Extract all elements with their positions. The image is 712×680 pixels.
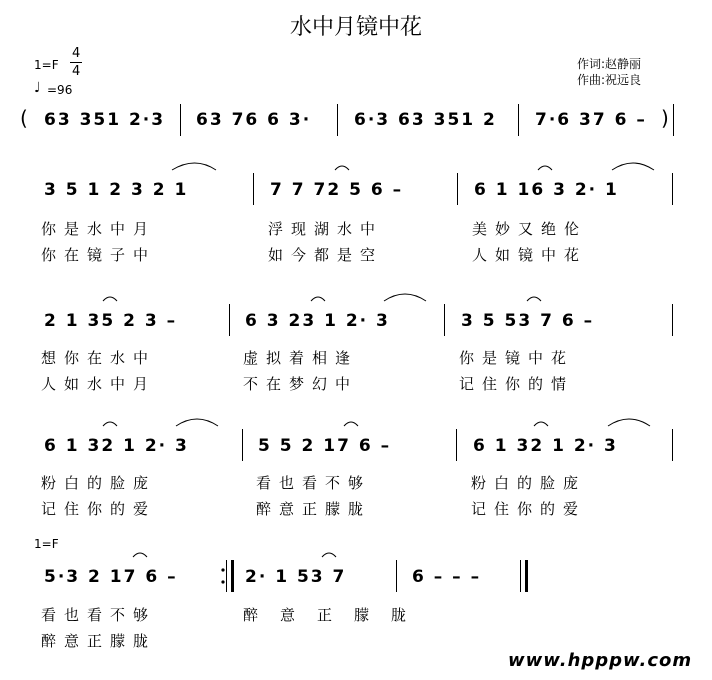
slur bbox=[534, 422, 548, 426]
measure-notes: 2· 1 53 7 bbox=[245, 567, 347, 587]
measure-notes: 3 5 1 2 3 2 1 bbox=[44, 180, 189, 200]
slur bbox=[172, 163, 216, 170]
repeat-dot bbox=[221, 580, 224, 583]
measure-notes: 5·3 2 17 6 – bbox=[44, 567, 178, 587]
lyric-line: 看也看不够 bbox=[41, 606, 157, 624]
measure-notes: 7·6 37 6 – bbox=[535, 110, 647, 130]
measure-notes: 7 7 72 5 6 – bbox=[270, 180, 404, 200]
lyric-line: 如今都是空 bbox=[268, 246, 384, 264]
slur bbox=[608, 419, 650, 426]
slur bbox=[344, 422, 358, 426]
lyric-line: 记住你的爱 bbox=[41, 500, 157, 518]
lyric-line: 你在镜子中 bbox=[41, 246, 157, 264]
watermark: www.hpppw.com bbox=[508, 650, 693, 671]
slur bbox=[133, 553, 147, 557]
measure-notes: 6 1 32 1 2· 3 bbox=[44, 436, 189, 456]
key-signature: 1=F bbox=[34, 58, 59, 72]
lyric-line: 不在梦幻中 bbox=[243, 375, 359, 393]
measure-notes: 3 5 53 7 6 – bbox=[461, 311, 595, 331]
song-title: 水中月镜中花 bbox=[289, 15, 422, 40]
measure-notes: 63 76 6 3· bbox=[196, 110, 312, 130]
lyric-line: 粉白的脸庞 bbox=[471, 474, 587, 492]
measure-notes: 5 5 2 17 6 – bbox=[258, 436, 392, 456]
measure-notes: 6·3 63 351 2 bbox=[354, 110, 497, 130]
slur bbox=[612, 163, 654, 170]
measure-notes: 6 1 16 3 2· 1 bbox=[474, 180, 619, 200]
slur bbox=[311, 297, 325, 301]
lyric-line: 醉意正朦胧 bbox=[243, 606, 429, 624]
time-signature-bottom: 4 bbox=[72, 64, 81, 79]
tempo-marking: =96 bbox=[47, 83, 73, 97]
lyric-line: 记住你的爱 bbox=[471, 500, 587, 518]
slur bbox=[322, 553, 336, 557]
lyric-line: 醉意正朦胧 bbox=[41, 632, 157, 650]
composer-credit: 作曲:祝远良 bbox=[577, 73, 642, 87]
open-paren: ( bbox=[20, 106, 28, 130]
measure-notes: 6 3 23 1 2· 3 bbox=[245, 311, 390, 331]
lyric-line: 浮现湖水中 bbox=[268, 220, 384, 238]
repeat-dot bbox=[221, 568, 224, 571]
slur bbox=[527, 297, 541, 301]
quarter-note-icon: ♩ bbox=[34, 80, 41, 96]
lyric-line: 人如水中月 bbox=[41, 375, 157, 393]
slur bbox=[103, 297, 117, 301]
lyricist-credit: 作词:赵静丽 bbox=[577, 57, 642, 71]
key-change: 1=F bbox=[34, 537, 59, 551]
slur bbox=[176, 419, 218, 426]
lyric-line: 美妙又绝伦 bbox=[472, 220, 588, 238]
lyric-line: 你是镜中花 bbox=[459, 349, 575, 367]
slur bbox=[538, 166, 552, 170]
lyric-line: 看也看不够 bbox=[256, 474, 372, 492]
lyric-line: 醉意正朦胧 bbox=[256, 500, 372, 518]
close-paren: ) bbox=[661, 106, 669, 130]
measure-notes: 63 351 2·3 bbox=[44, 110, 166, 130]
slur bbox=[384, 294, 426, 301]
slur bbox=[335, 166, 349, 170]
slur bbox=[103, 422, 117, 426]
lyric-line: 虚拟着相逢 bbox=[243, 349, 359, 367]
measure-notes: 2 1 35 2 3 – bbox=[44, 311, 178, 331]
measure-notes: 6 1 32 1 2· 3 bbox=[473, 436, 618, 456]
lyric-line: 记住你的情 bbox=[459, 375, 575, 393]
lyric-line: 粉白的脸庞 bbox=[41, 474, 157, 492]
lyric-line: 你是水中月 bbox=[41, 220, 157, 238]
measure-notes: 6 – – – bbox=[412, 567, 482, 587]
lyric-line: 想你在水中 bbox=[41, 349, 157, 367]
lyric-line: 人如镜中花 bbox=[472, 246, 588, 264]
time-signature-top: 4 bbox=[72, 46, 81, 61]
